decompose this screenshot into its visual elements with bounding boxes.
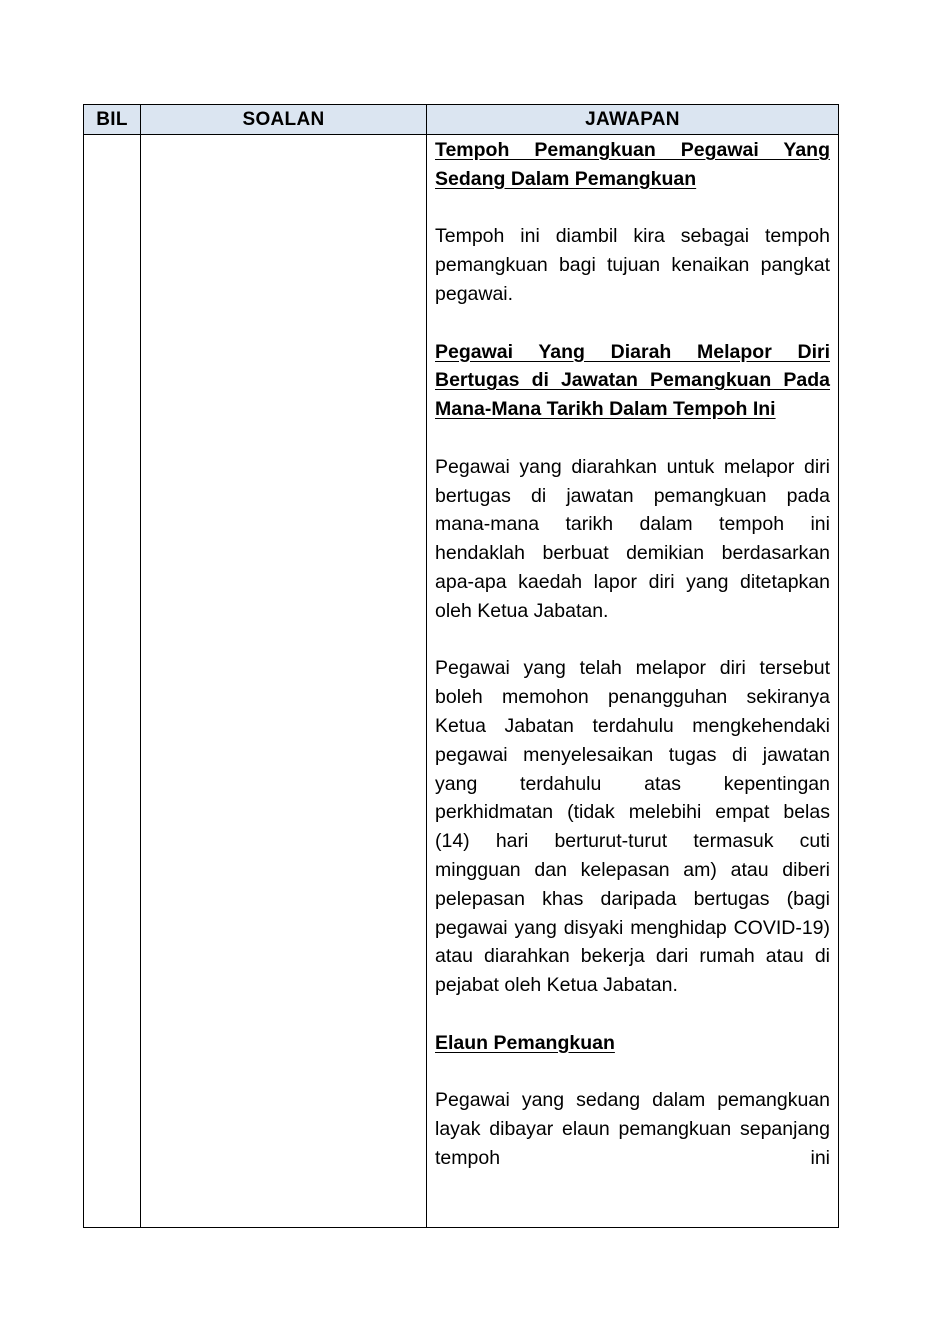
header-soalan: SOALAN xyxy=(242,109,325,130)
jawapan-cell xyxy=(435,136,830,1173)
header-bil: BIL xyxy=(96,109,128,130)
qa-table xyxy=(83,104,839,1228)
paragraph-penangguhan: Pegawai yang telah melapor diri tersebut boleh memohon penangguhan sekiranya Ketua Jabatan terdahulu mengkehendaki pegawai menyelesaikan tugas di jawatan yang terdahulu atas kepentingan perkhidmatan (tidak melebihi empat belas (14) hari berturut-turut termasuk cuti mingguan dan kelepasan am) atau diberi pelepasan khas daripada bertugas (bagi pegawai yang disyaki menghidap COVID-19) atau diarahkan bekerja dari rumah atau di pejabat oleh Ketua Jabatan. xyxy=(435,657,830,997)
table-header-row xyxy=(84,105,838,135)
paragraph-tempoh: Tempoh ini diambil kira sebagai tempoh pemangkuan bagi tujuan kenaikan pangkat pegawai. xyxy=(435,225,830,305)
heading-tempoh-pemangkuan: Tempoh Pemangkuan Pegawai Yang Sedang Dalam Pemangkuan xyxy=(435,139,830,190)
header-jawapan: JAWAPAN xyxy=(585,109,680,130)
heading-elaun-pemangkuan: Elaun Pemangkuan xyxy=(435,1031,615,1054)
column-divider-soalan xyxy=(426,105,427,1227)
paragraph-melapor-diri: Pegawai yang diarahkan untuk melapor diri bertugas di jawatan pemangkuan pada mana-mana tarikh dalam tempoh ini hendaklah berbuat demikian berdasarkan apa-apa kaedah lapor diri yang ditetapkan oleh Ketua Jabatan. xyxy=(435,455,830,622)
heading-melapor-diri: Pegawai Yang Diarah Melapor Diri Bertugas di Jawatan Pemangkuan Pada Mana-Mana Tarikh Dalam Tempoh Ini xyxy=(435,340,830,421)
paragraph-elaun: Pegawai yang sedang dalam pemangkuan layak dibayar elaun pemangkuan sepanjang tempoh ini xyxy=(435,1089,830,1169)
column-divider-bil xyxy=(140,105,141,1227)
